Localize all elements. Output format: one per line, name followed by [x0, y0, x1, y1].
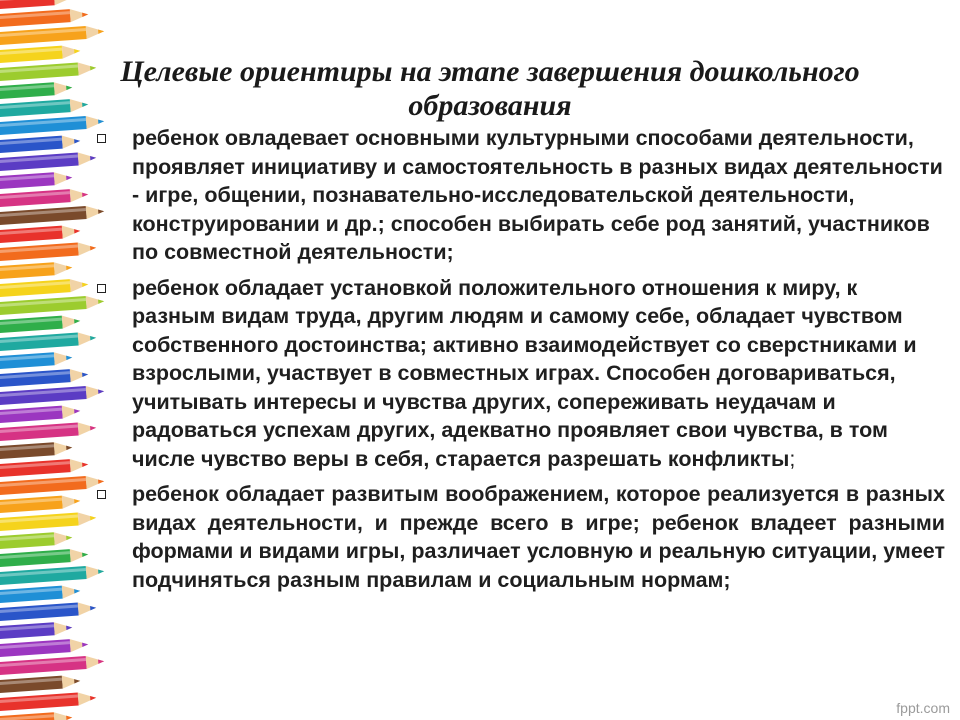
pencil-icon: [0, 134, 81, 153]
pencil-icon: [0, 601, 97, 621]
pencil-icon: [0, 441, 73, 459]
square-bullet-icon: [97, 284, 106, 293]
pencil-icon: [0, 404, 81, 423]
pencil-icon: [0, 171, 73, 189]
pencil-icon: [0, 314, 81, 333]
slide-title: Целевые ориентиры на этапе завершения дошкольного образования: [120, 55, 860, 122]
bullet-item: [95, 480, 945, 594]
bullet-item: [95, 274, 945, 474]
pencil-icon: [0, 621, 73, 639]
pencil-icon: [0, 548, 89, 567]
pencil-icon: [0, 368, 89, 387]
pencil-icon: [0, 351, 73, 369]
pencil-icon: [0, 494, 81, 513]
pencil-icon: [0, 421, 97, 441]
pencil-icon: [0, 224, 81, 243]
pencil-icon: [0, 0, 73, 9]
pencil-icon: [0, 385, 105, 406]
pencil-icon: [0, 655, 105, 676]
bullet-text: ребенок обладает установкой положительного отношения к миру, к разным видам труда, другим людям и самому себе, обладает чувством собственного достоинства; активно взаимодействует со сверстниками и взрослыми, участвует в совместных играх. Способен договариваться, учитывать интересы и чувства других, сопереживать неудачам и радоваться успехам других, адекватно проявляет свои чувства, в том числе чувство веры в себя, старается разрешать конфликты: [132, 275, 917, 471]
pencil-icon: [0, 691, 97, 711]
bullet-trailing-punctuation: ;: [789, 446, 796, 471]
square-bullet-icon: [97, 490, 106, 499]
pencil-icon: [0, 475, 105, 496]
watermark-text: fppt.com: [896, 700, 950, 716]
pencil-icon: [0, 531, 73, 549]
pencil-icon: [0, 584, 81, 603]
bullet-text: ребенок обладает развитым воображением, которое реализуется в разных видах деятельности, и прежде всего в игре; ребенок владеет разными формами и видами игры, различает условную и реальную ситуации, умеет подчиняться разным правилам и социальным нормам;: [132, 482, 945, 592]
pencil-icon: [0, 61, 97, 81]
pencil-icon: [0, 188, 89, 207]
bullet-text: ребенок овладевает основными культурными способами деятельности, проявляет инициативу и самостоятельность в разных видах деятельности - игре, общении, познавательно-исследовательской деятельности, конструировании и др.; способен выбирать себе род занятий, участников по совместной деятельности;: [132, 126, 943, 264]
pencil-icon: [0, 115, 105, 136]
pencil-icon: [0, 8, 89, 27]
pencil-icon: [0, 241, 97, 261]
pencil-icon: [0, 331, 97, 351]
pencil-icon: [0, 98, 89, 117]
pencil-icon: [0, 711, 73, 720]
square-bullet-icon: [97, 134, 106, 143]
pencil-icon: [0, 674, 81, 693]
pencil-icon: [0, 81, 73, 99]
pencil-icon: [0, 25, 105, 46]
pencil-icon: [0, 565, 105, 586]
pencil-icon: [0, 261, 73, 279]
pencil-icon: [0, 458, 89, 477]
bullet-item: [95, 124, 945, 267]
pencil-icon: [0, 295, 105, 316]
pencil-icon: [0, 638, 89, 657]
pencil-icon: [0, 511, 97, 531]
pencil-icon: [0, 151, 97, 171]
pencil-icon: [0, 205, 105, 226]
bullet-list: [95, 124, 945, 601]
pencil-icon: [0, 44, 81, 63]
pencil-icon: [0, 278, 89, 297]
